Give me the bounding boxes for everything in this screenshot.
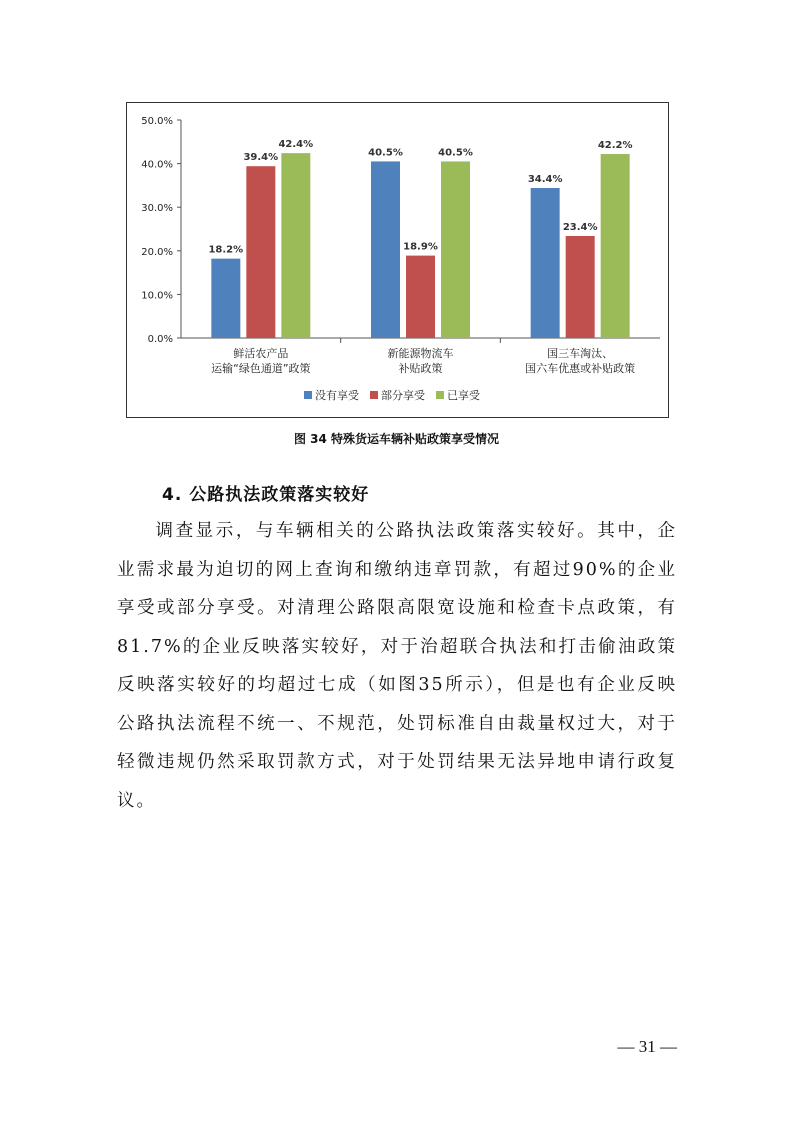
section-heading: 4. 公路执法政策落实较好: [162, 485, 370, 505]
x-tick-label: 国三车淘汰、: [547, 347, 614, 360]
y-tick-label: 10.0%: [141, 290, 173, 302]
y-tick-label: 20.0%: [141, 246, 173, 258]
data-label: 42.4%: [278, 139, 314, 151]
data-label: 18.9%: [403, 241, 438, 253]
x-tick-label: 鲜活农产品: [233, 347, 289, 360]
legend-swatch: [304, 391, 312, 399]
bar: [406, 256, 435, 338]
x-tick-label: 新能源物流车: [387, 347, 454, 360]
legend-label: 没有享受: [315, 389, 359, 402]
figure-caption: 图 34 特殊货运车辆补贴政策享受情况: [293, 432, 500, 446]
page-number: — 31 —: [617, 1037, 677, 1056]
data-label: 40.5%: [438, 147, 473, 159]
legend-label: 部分享受: [381, 389, 425, 402]
bar: [371, 161, 400, 338]
bar: [566, 236, 595, 338]
x-tick-label: 国六车优惠或补贴政策: [525, 362, 636, 375]
data-label: 42.2%: [597, 140, 633, 152]
data-label: 34.4%: [527, 174, 563, 186]
y-tick-label: 50.0%: [141, 116, 173, 127]
data-label: 18.2%: [208, 244, 244, 256]
legend-label: 已享受: [447, 389, 480, 402]
y-tick-label: 40.0%: [141, 159, 173, 171]
legend-swatch: [370, 391, 378, 399]
legend-swatch: [436, 391, 444, 399]
bar: [441, 161, 470, 338]
data-label: 23.4%: [562, 221, 598, 233]
bar: [246, 166, 275, 338]
x-tick-label: 运输“绿色通道”政策: [211, 362, 311, 375]
bar: [601, 154, 630, 338]
chart-canvas: [127, 103, 668, 417]
bar: [281, 153, 310, 338]
y-tick-label: 30.0%: [141, 203, 173, 215]
data-label: 39.4%: [243, 152, 279, 164]
body-text: [117, 512, 677, 820]
bar-chart: [126, 102, 669, 418]
x-tick-label: 补贴政策: [398, 362, 443, 375]
bar: [211, 259, 240, 338]
paragraph: 调查显示，与车辆相关的公路执法政策落实较好。其中，企业需求最为迫切的网上查询和缴纳违章罚款，有超过90%的企业享受或部分享受。对清理公路限高限宽设施和检查卡点政策，有81.7%的企业反映落实较好，对于治超联合执法和打击偷油政策反映落实较好的均超过七成（如图35所示），但是也有企业反映公路执法流程不统一、不规范，处罚标准自由裁量权过大，对于轻微违规仍然采取罚款方式，对于处罚结果无法异地申请行政复议。: [117, 521, 677, 811]
data-label: 40.5%: [368, 147, 403, 159]
bar: [531, 188, 560, 338]
y-tick-label: 0.0%: [147, 334, 173, 345]
